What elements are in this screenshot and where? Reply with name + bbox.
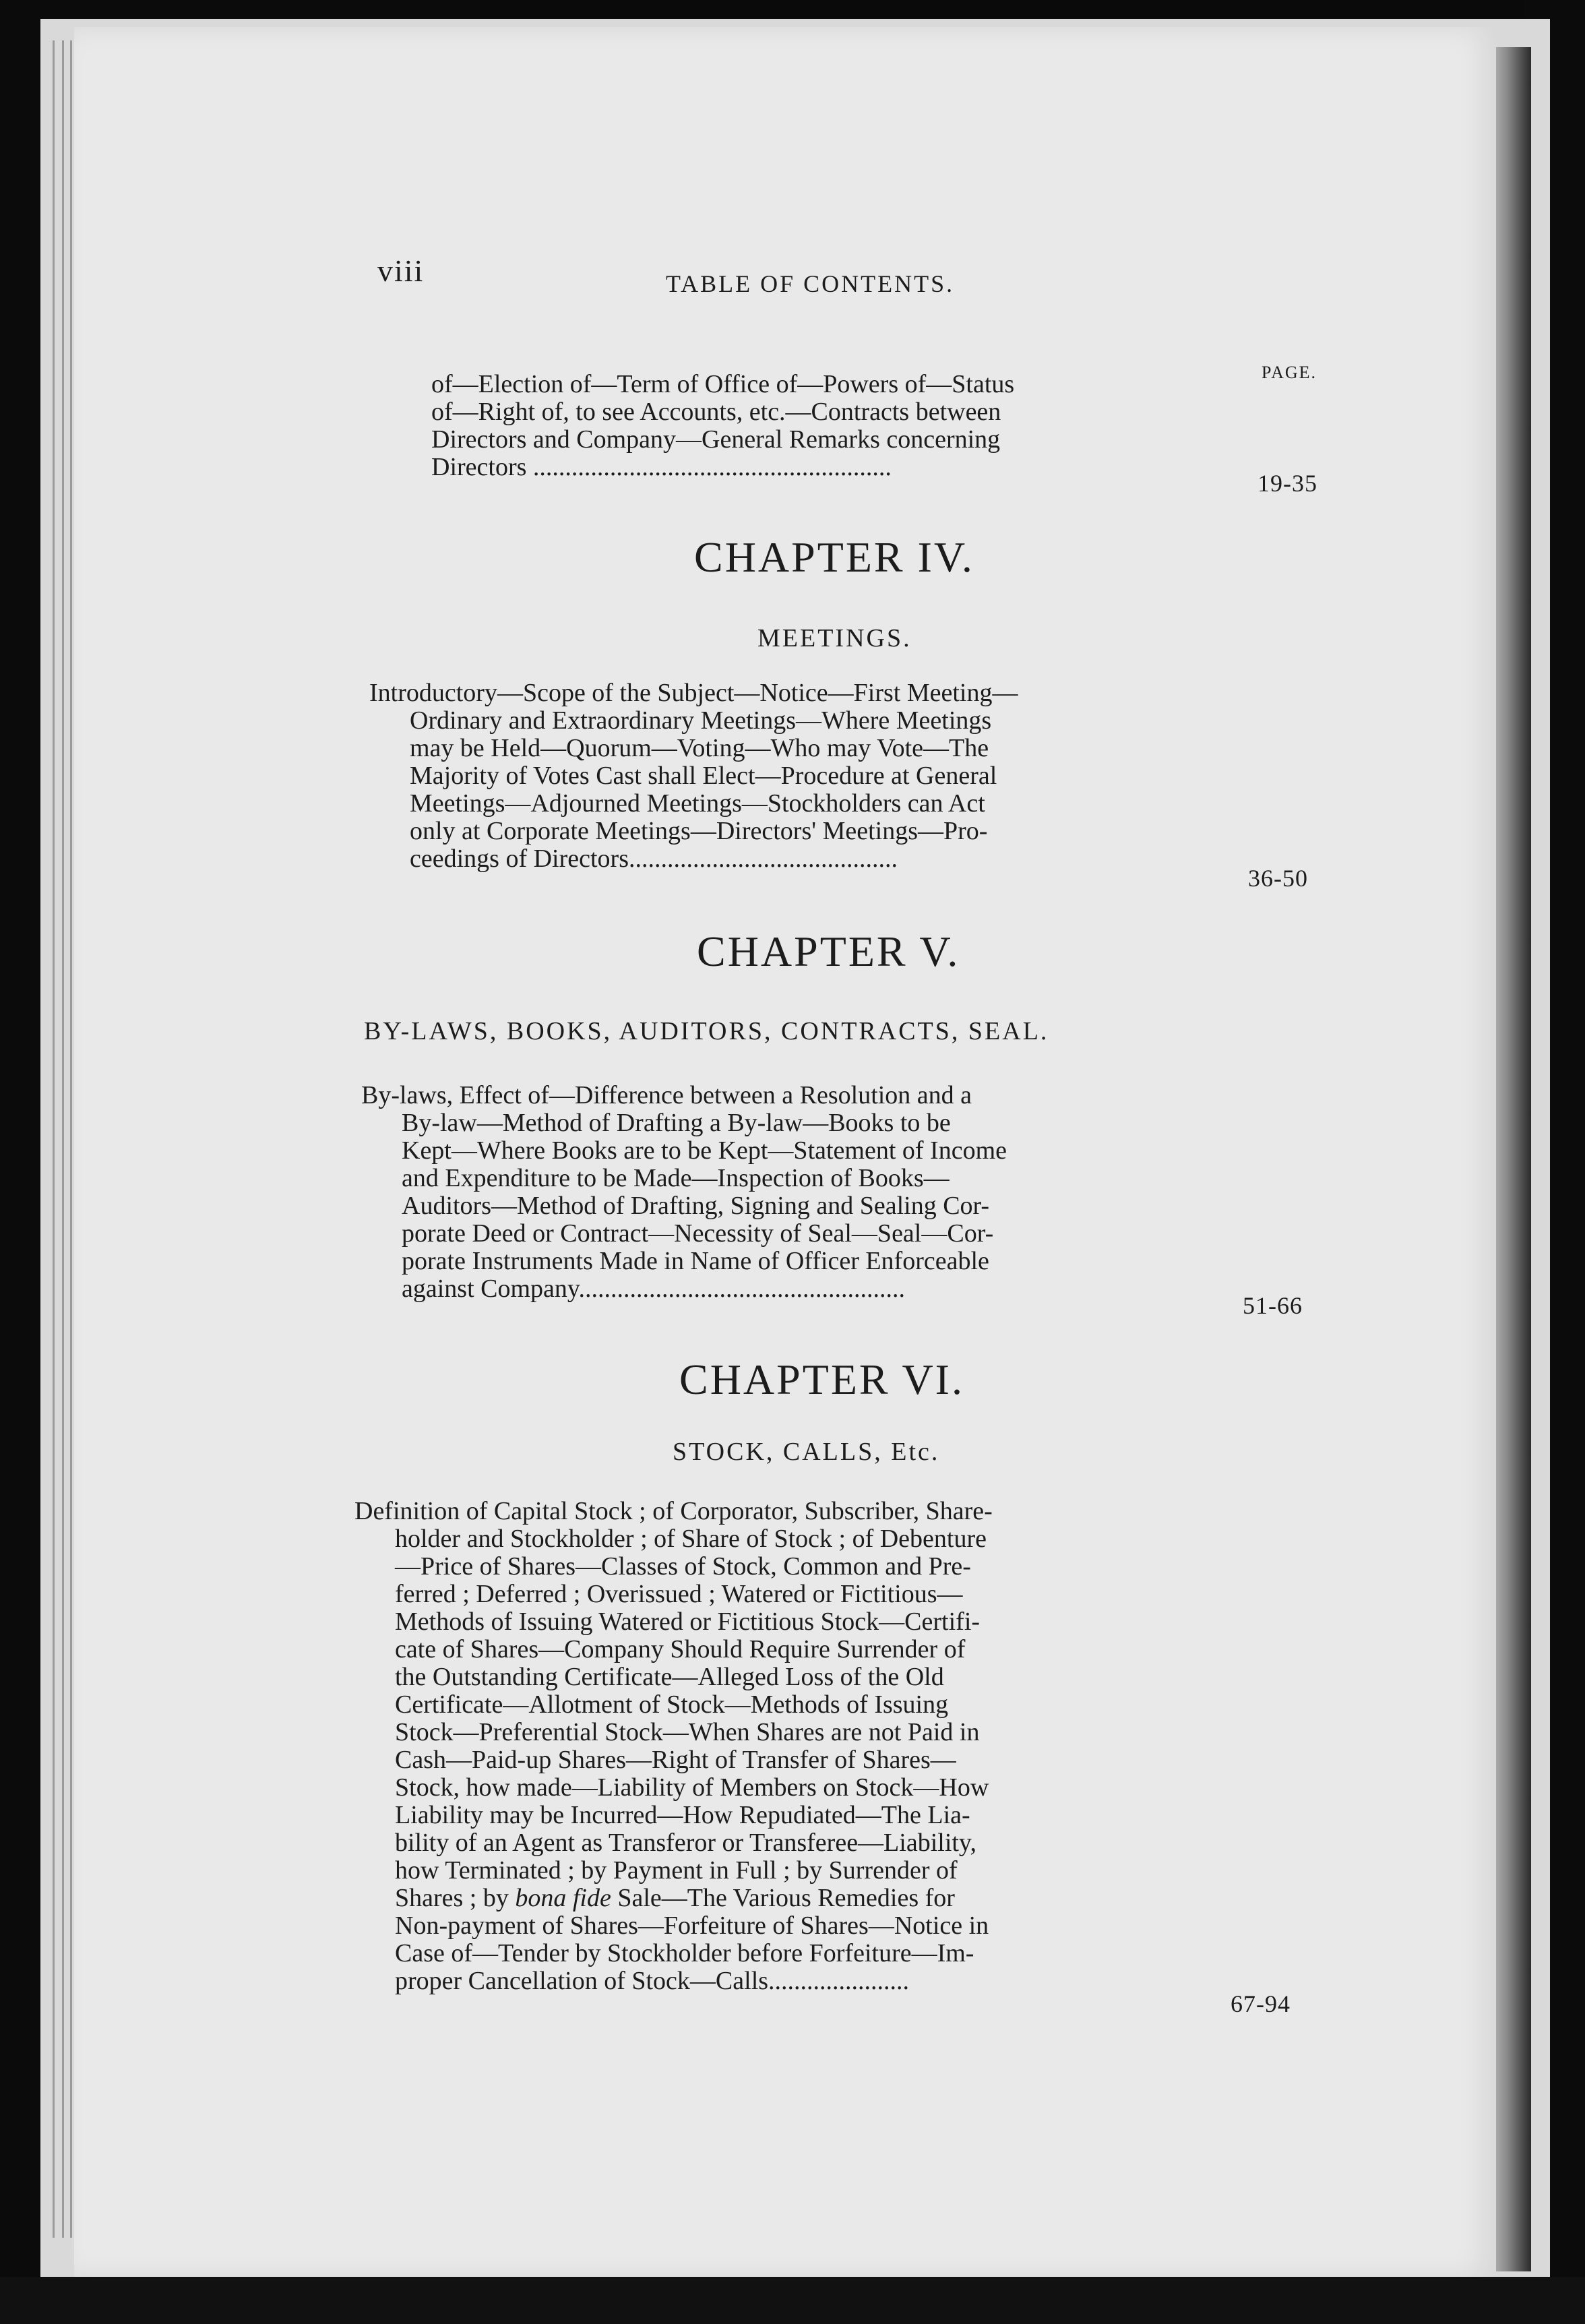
entry-line: Non-payment of Shares—Forfeiture of Shares—Notice in: [395, 1912, 989, 1940]
page-folio: viii: [377, 253, 425, 288]
entry-line: Cash—Paid-up Shares—Right of Transfer of Shares—: [395, 1746, 956, 1774]
spine-shadow: [1491, 47, 1531, 2271]
italic-phrase: bona fide: [515, 1885, 611, 1912]
entry-line: the Outstanding Certificate—Alleged Loss of the Old: [395, 1663, 944, 1691]
entry-line: Kept—Where Books are to be Kept—Statement of Income: [402, 1137, 1007, 1165]
entry-line: porate Instruments Made in Name of Officer Enforceable: [402, 1248, 989, 1275]
entry-line: Ordinary and Extraordinary Meetings—Where Meetings: [410, 707, 992, 735]
page-edge-line: [53, 40, 55, 2238]
chapter-entry: [354, 1498, 1177, 1995]
page-range: 36-50: [1248, 865, 1308, 892]
entry-line: of—Right of, to see Accounts, etc.—Contracts between: [431, 398, 1001, 426]
entry-line: only at Corporate Meetings—Directors' Meetings—Pro-: [410, 818, 988, 845]
chapter-heading: CHAPTER V.: [697, 927, 960, 975]
page-column-label: PAGE.: [1262, 363, 1317, 382]
entry-line: Liability may be Incurred—How Repudiated—The Lia-: [395, 1802, 970, 1829]
entry-line: Majority of Votes Cast shall Elect—Procedure at General: [410, 762, 997, 790]
entry-line: bility of an Agent as Transferor or Transferee—Liability,: [395, 1829, 976, 1857]
entry-line: how Terminated ; by Payment in Full ; by Surrender of: [395, 1857, 958, 1885]
page-range: 51-66: [1243, 1292, 1303, 1319]
chapter-entry: [361, 1082, 1177, 1303]
entry-line: holder and Stockholder ; of Share of Stock ; of Debenture: [395, 1525, 987, 1553]
chapter-subject: STOCK, CALLS, Etc.: [673, 1438, 940, 1466]
entry-line: Meetings—Adjourned Meetings—Stockholders can Act: [410, 790, 985, 818]
entry-line: Methods of Issuing Watered or Fictitious Stock—Certifi-: [395, 1608, 981, 1636]
entry-line: By-law—Method of Drafting a By-law—Books to be: [402, 1109, 951, 1137]
entry-line: proper Cancellation of Stock—Calls......................: [395, 1967, 910, 1995]
chapter-subject: MEETINGS.: [757, 624, 912, 652]
entry-line: of—Election of—Term of Office of—Powers of—Status: [431, 371, 1015, 398]
entry-line: Stock, how made—Liability of Members on Stock—How: [395, 1774, 989, 1802]
entry-line: ceedings of Directors..........................................: [410, 845, 898, 873]
page-range: 19-35: [1257, 470, 1317, 497]
chapter-heading: CHAPTER VI.: [679, 1355, 964, 1403]
entry-line: —Price of Shares—Classes of Stock, Common and Pre-: [395, 1553, 971, 1581]
entry-line: Auditors—Method of Drafting, Signing and Sealing Cor-: [402, 1192, 990, 1220]
chapter-heading: CHAPTER IV.: [694, 533, 974, 581]
scan-bottom-border: [0, 2277, 1585, 2324]
page-edge-line: [70, 40, 72, 2238]
continuation-entry: [431, 371, 1186, 481]
entry-line: may be Held—Quorum—Voting—Who may Vote—The: [410, 735, 989, 762]
entry-line: Definition of Capital Stock ; of Corporator, Subscriber, Share-: [354, 1498, 993, 1525]
entry-line: cate of Shares—Company Should Require Surrender of: [395, 1636, 966, 1663]
entry-line: Introductory—Scope of the Subject—Notice—First Meeting—: [369, 679, 1018, 707]
entry-line: Shares ; by bona fide Sale—The Various Remedies for: [395, 1885, 955, 1912]
entry-line: Directors and Company—General Remarks concerning: [431, 426, 1001, 454]
entry-line: Case of—Tender by Stockholder before Forfeiture—Im-: [395, 1940, 974, 1967]
chapter-subject: BY-LAWS, BOOKS, AUDITORS, CONTRACTS, SEAL.: [364, 1017, 1049, 1045]
entry-line: ferred ; Deferred ; Overissued ; Watered or Fictitious—: [395, 1581, 963, 1608]
entry-line: By-laws, Effect of—Difference between a Resolution and a: [361, 1082, 972, 1109]
entry-line: porate Deed or Contract—Necessity of Seal—Seal—Cor-: [402, 1220, 994, 1248]
page-edge-line: [62, 40, 64, 2238]
running-title: TABLE OF CONTENTS.: [666, 270, 955, 297]
entry-line: and Expenditure to be Made—Inspection of Books—: [402, 1165, 950, 1192]
page-range: 67-94: [1231, 1990, 1291, 2017]
entry-line: Stock—Preferential Stock—When Shares are not Paid in: [395, 1719, 980, 1746]
entry-line: Directors ........................................................: [431, 454, 892, 481]
entry-line: against Company...................................................: [402, 1275, 905, 1303]
chapter-entry: [369, 679, 1178, 873]
entry-line: Certificate—Allotment of Stock—Methods of Issuing: [395, 1691, 949, 1719]
